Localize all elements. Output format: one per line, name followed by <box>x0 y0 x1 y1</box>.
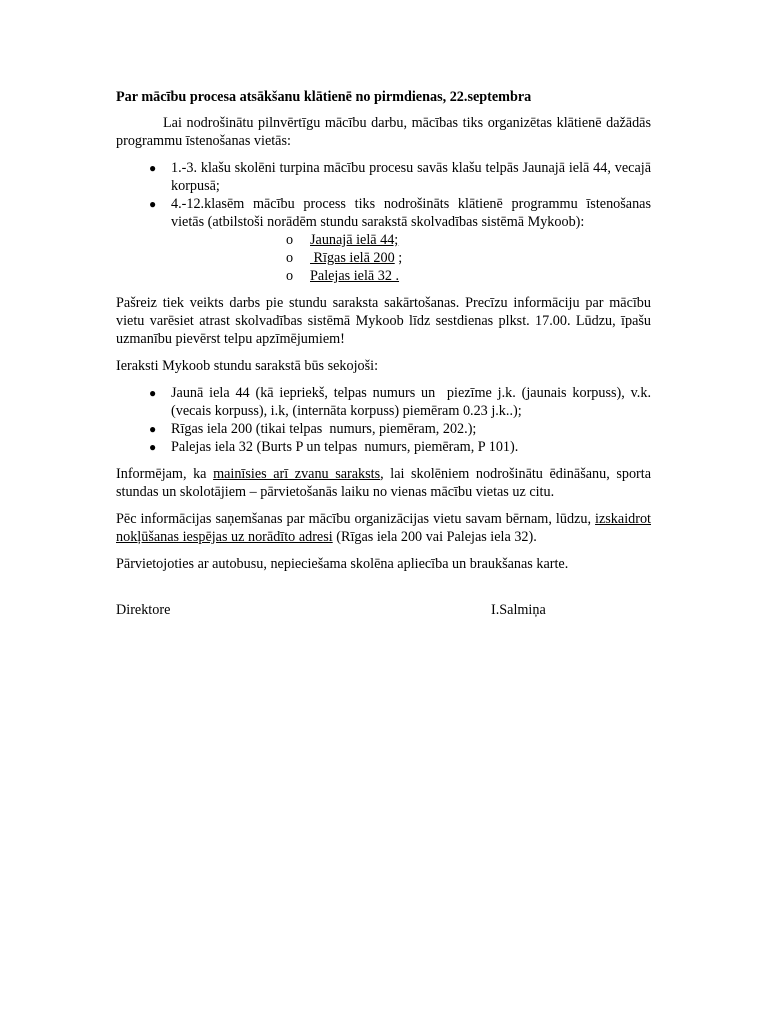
list-item <box>116 159 651 195</box>
parents-text-before: Pēc informācijas saņemšanas par mācību organizācijas vietu savam bērnam, lūdzu, <box>116 511 596 527</box>
parents-underlined-text: izskaidrot nokļūšanas iespējas uz norādīto adresi <box>116 511 651 545</box>
locations-list <box>171 231 651 285</box>
bullet-icon: ● <box>149 386 157 400</box>
circle-bullet-icon: o <box>286 250 294 266</box>
class-groups-list <box>116 159 651 285</box>
document-page <box>116 88 655 619</box>
signature-block <box>116 601 651 619</box>
entries-intro-paragraph: Ieraksti Mykoob stundu sarakstā būs sekojoši: <box>116 358 379 374</box>
bullet-icon: ● <box>149 161 157 175</box>
schedule-entries-list <box>116 384 655 456</box>
list-item <box>116 384 655 420</box>
location-item <box>171 231 651 249</box>
bullet-icon: ● <box>149 197 157 211</box>
bus-paragraph: Pārvietojoties ar autobusu, nepieciešama skolēna apliecība un braukšanas karte. <box>116 556 569 572</box>
location-address: Jaunajā ielā 44; <box>310 232 399 248</box>
bells-underlined-text: mainīsies arī zvanu saraksts <box>213 466 381 482</box>
bullet-icon: ● <box>149 422 157 436</box>
signatory-role: Direktore <box>116 602 171 618</box>
location-suffix: ; <box>394 250 403 266</box>
location-item <box>171 267 651 285</box>
location-address: Rīgas ielā 200 <box>310 250 395 266</box>
signatory-name: I.Salmiņa <box>491 602 546 618</box>
bells-paragraph <box>116 465 651 501</box>
bullet-icon: ● <box>149 440 157 454</box>
list-item <box>116 438 651 456</box>
list-item-text: Rīgas iela 200 (tikai telpas numurs, piemēram, 202.); <box>171 421 477 437</box>
list-item-text: 4.-12.klasēm mācību process tiks nodrošināts klātienē programmu īstenošanas vietās (atbilstoši norādēm stundu sarakstā skolvadības sistēmā Mykoob): <box>171 196 651 230</box>
circle-bullet-icon: o <box>286 232 294 248</box>
parents-text-after: (Rīgas iela 200 vai Palejas iela 32). <box>332 529 537 545</box>
list-item <box>116 195 651 285</box>
bells-text-after: , lai skolēniem nodrošinātu ēdināšanu, sporta stundas un skolotājiem – pārvietošanās laiku no vienas mācību vietas uz citu. <box>116 466 651 500</box>
intro-paragraph: Lai nodrošinātu pilnvērtīgu mācību darbu, mācības tiks organizētas klātienē dažādās programmu īstenošanas vietās: <box>116 115 651 149</box>
schedule-paragraph: Pašreiz tiek veikts darbs pie stundu saraksta sakārtošanas. Precīzu informāciju par mācību vietu varēsiet atrast skolvadības sistēmā Mykoob līdz sestdienas plkst. 17.00. Lūdzu, īpašu uzmanību pievērst telpu apzīmējumiem! <box>116 295 651 347</box>
list-item-text: Palejas iela 32 (Burts P un telpas numurs, piemēram, P 101). <box>171 439 519 455</box>
list-item <box>116 420 651 438</box>
circle-bullet-icon: o <box>286 268 294 284</box>
document-title: Par mācību procesa atsākšanu klātienē no pirmdienas, 22.septembra <box>116 89 532 105</box>
bells-text-before: Informējam, ka <box>116 466 214 482</box>
location-address: Palejas ielā 32 . <box>310 268 400 284</box>
list-item-text: 1.-3. klašu skolēni turpina mācību procesu savās klašu telpās Jaunajā ielā 44, vecajā korpusā; <box>171 160 651 194</box>
parents-paragraph <box>116 510 651 546</box>
list-item-text: Jaunā iela 44 (kā iepriekš, telpas numurs un piezīme j.k. (jaunais korpuss), v.k. (vecais korpuss), i.k, (internāta korpuss) piemēram 0.23 j.k..); <box>171 385 655 419</box>
location-item <box>171 249 651 267</box>
